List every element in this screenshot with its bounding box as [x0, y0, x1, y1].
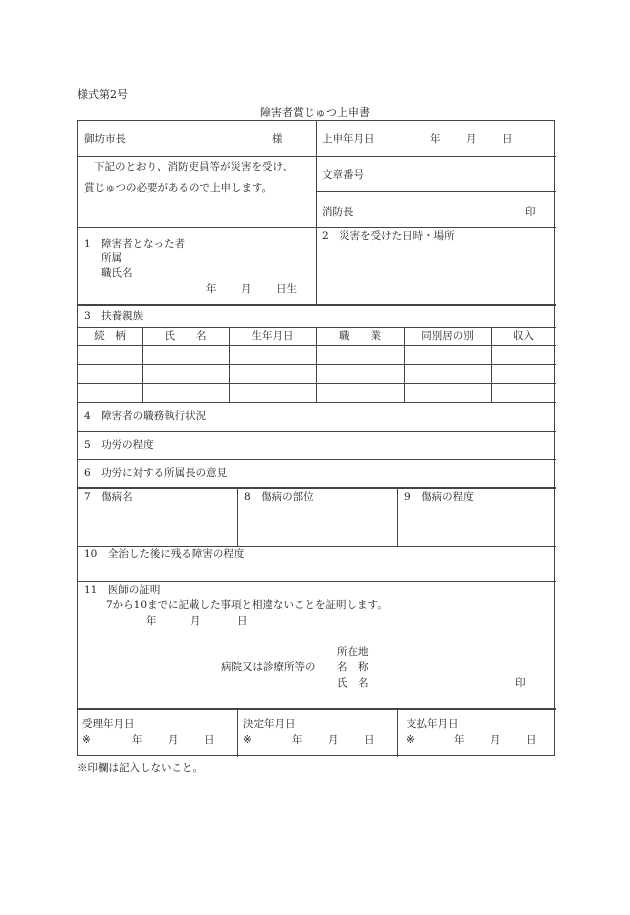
- col-cohabitation: 同別居の別: [421, 330, 474, 342]
- honorific: 様: [272, 133, 283, 145]
- section3-title: 3 扶養親族: [84, 310, 144, 322]
- receipt-mark: ※: [82, 734, 91, 746]
- body-text-line2: 賞じゅつの必要があるので上申します。: [84, 182, 273, 194]
- request-date-label: 上申年月日: [322, 133, 375, 145]
- cert-year: 年: [146, 615, 157, 627]
- cert-month: 月: [190, 615, 201, 627]
- application-form: [77, 120, 555, 756]
- birth-year: 年: [206, 283, 217, 295]
- col-income: 収入: [513, 330, 534, 342]
- request-day: 日: [502, 133, 513, 145]
- receipt-month: 月: [168, 734, 179, 746]
- birth-month: 月: [241, 283, 252, 295]
- hospital-label: 病院又は診療所等の: [221, 661, 316, 673]
- decision-month: 月: [328, 734, 339, 746]
- col-relation: 続 柄: [94, 330, 126, 342]
- fire-chief-seal: 印: [525, 206, 536, 218]
- certification-statement: 7から10までに記載した事項と相違ないことを証明します。: [106, 599, 388, 611]
- section2-title: 2 災害を受けた日時・場所: [322, 230, 455, 242]
- payment-mark: ※: [406, 734, 415, 746]
- col-occupation: 職 業: [339, 330, 381, 342]
- page-title: 障害者賞じゅつ上申書: [260, 106, 370, 119]
- decision-year: 年: [292, 734, 303, 746]
- addressee: 御坊市長: [84, 133, 126, 145]
- request-month: 月: [466, 133, 477, 145]
- fire-chief-label: 消防長: [322, 206, 354, 218]
- section9-title: 9 傷病の程度: [404, 491, 474, 503]
- section8-title: 8 傷病の部位: [244, 491, 314, 503]
- doctor-seal: 印: [515, 677, 526, 689]
- section1-title: 1 障害者となった者: [84, 238, 186, 250]
- section10-title: 10 全治した後に残る障害の程度: [84, 548, 245, 560]
- payment-month: 月: [490, 734, 501, 746]
- decision-date-label: 決定年月日: [243, 718, 296, 730]
- section6-title: 6 功労に対する所属長の意見: [84, 467, 228, 479]
- payment-year: 年: [454, 734, 465, 746]
- section7-title: 7 傷病名: [84, 491, 133, 503]
- doc-number-label: 文章番号: [322, 169, 364, 181]
- form-number: 様式第2号: [77, 88, 128, 101]
- body-text-line1: 下記のとおり、消防吏員等が災害を受け、: [94, 161, 294, 173]
- request-year: 年: [430, 133, 441, 145]
- receipt-day: 日: [204, 734, 215, 746]
- footnote: ※印欄は記入しないこと。: [77, 762, 203, 774]
- decision-mark: ※: [243, 734, 252, 746]
- payment-day: 日: [526, 734, 537, 746]
- receipt-year: 年: [132, 734, 143, 746]
- location-label: 所在地: [337, 646, 369, 658]
- receipt-date-label: 受理年月日: [82, 718, 135, 730]
- decision-day: 日: [364, 734, 375, 746]
- section4-title: 4 障害者の職務執行状況: [84, 410, 207, 422]
- affiliation-label: 所属: [101, 252, 122, 264]
- birth-day: 日生: [276, 283, 297, 295]
- col-name: 氏 名: [164, 330, 207, 342]
- facility-name-label: 名 称: [337, 661, 369, 673]
- payment-date-label: 支払年月日: [406, 718, 459, 730]
- position-name-label: 職氏名: [101, 267, 133, 279]
- doctor-name-label: 氏 名: [337, 677, 369, 689]
- section5-title: 5 功労の程度: [84, 439, 154, 451]
- section11-title: 11 医師の証明: [84, 584, 161, 596]
- cert-day: 日: [237, 615, 248, 627]
- col-birthdate: 生年月日: [251, 330, 294, 342]
